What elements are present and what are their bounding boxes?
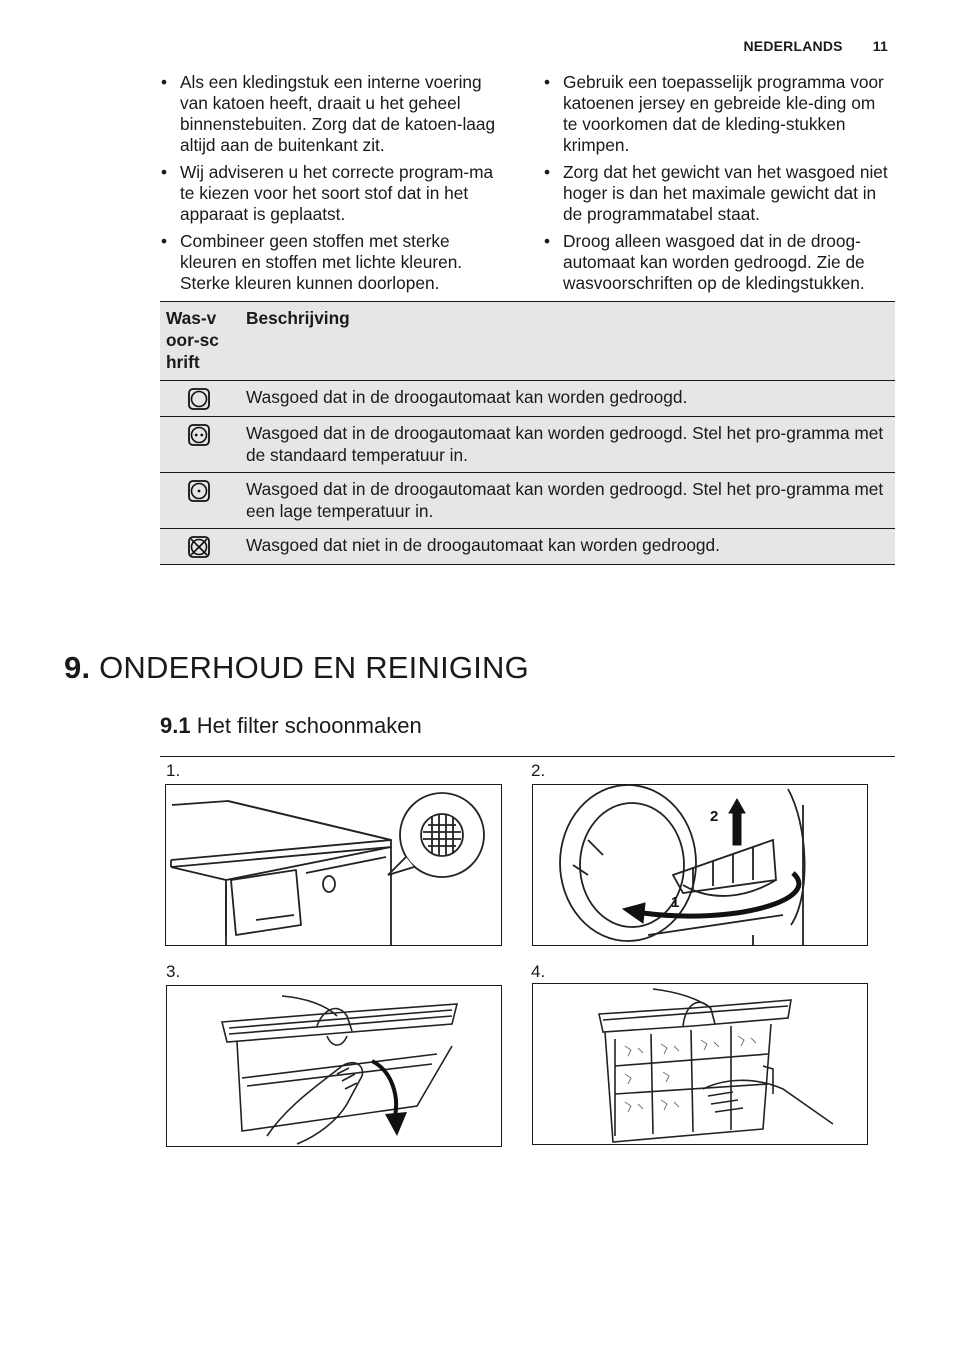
step-label-2: 2 [710,808,719,825]
subsection-divider [160,756,895,757]
page-header [743,38,888,54]
page-number: 11 [872,38,888,54]
subsection-heading [160,713,422,739]
subsection-number: 9.1 [160,713,191,738]
section-heading [64,650,529,686]
bullet-item: • Combineer geen stoffen met sterke kleuren en stoffen met lichte kleuren. Sterke kleuren kunnen doorlopen. [160,231,510,294]
table-row [160,473,895,529]
open-filter-hands [167,986,501,1146]
table-row [160,417,895,473]
table-header-symbol-text: Was-voor-schrift [166,308,219,372]
care-symbol-table [160,301,895,565]
table-row-text: Wasgoed dat in de droogautomaat kan worden gedroogd. [240,381,895,417]
figure-dryer-top [165,784,502,946]
bullet-list-left [160,72,510,300]
header-language: NEDERLANDS [743,38,843,54]
subsection-title: Het filter schoonmaken [196,713,422,738]
tumble-dry-low-heat-icon [160,473,240,529]
table-header-symbol [160,302,240,381]
table-row-text: Wasgoed dat niet in de droogautomaat kan worden gedroogd. [240,529,895,565]
open-door-remove-filter [533,785,867,945]
figure-label: 1. [166,761,181,780]
section-number: 9. [64,650,91,685]
figure-label: 2. [531,761,546,780]
tumble-dry-icon [160,381,240,417]
table-row-text: Wasgoed dat in de droogautomaat kan worden gedroogd. Stel het pro-gramma met een lage temperatuur in. [240,473,895,529]
step-label-1: 1 [671,894,680,911]
do-not-tumble-dry-icon [160,529,240,565]
table-row-text: Wasgoed dat in de droogautomaat kan worden gedroogd. Stel het pro-gramma met de standaard temperatuur in. [240,417,895,473]
clean-filter-hands [533,984,867,1144]
figure-open-filter [166,985,502,1147]
tumble-dry-normal-heat-icon [160,417,240,473]
bullet-item: • Als een kledingstuk een interne voering van katoen heeft, draait u het geheel binnenstebuiten. Zorg dat de katoen-laag altijd aan de buitenkant zit. [160,72,510,156]
table-header-row [160,302,895,381]
bullet-item: • Droog alleen wasgoed dat in de droog-automaat kan worden gedroogd. Zie de wasvoorschriften op de kledingstukken. [543,231,893,294]
figure-open-door [532,784,868,946]
table-header-description: Beschrijving [240,302,895,381]
figure-clean-filter [532,983,868,1145]
section-title: ONDERHOUD EN REINIGING [99,650,529,685]
figure-label: 3. [166,962,181,981]
bullet-list-right [543,72,893,300]
table-row [160,381,895,417]
bullet-item: • Gebruik een toepasselijk programma voor katoenen jersey en gebreide kle-ding om te voorkomen dat de kleding-stukken krimpen. [543,72,893,156]
bullet-item: • Wij adviseren u het correcte program-ma te kiezen voor het soort stof dat in het apparaat is geplaatst. [160,162,510,225]
bullet-item: • Zorg dat het gewicht van het wasgoed niet hoger is dan het maximale gewicht dat in de programmatabel staat. [543,162,893,225]
table-row [160,529,895,565]
figure-label: 4. [531,962,546,981]
dryer-top-with-filter-icon [166,785,501,945]
